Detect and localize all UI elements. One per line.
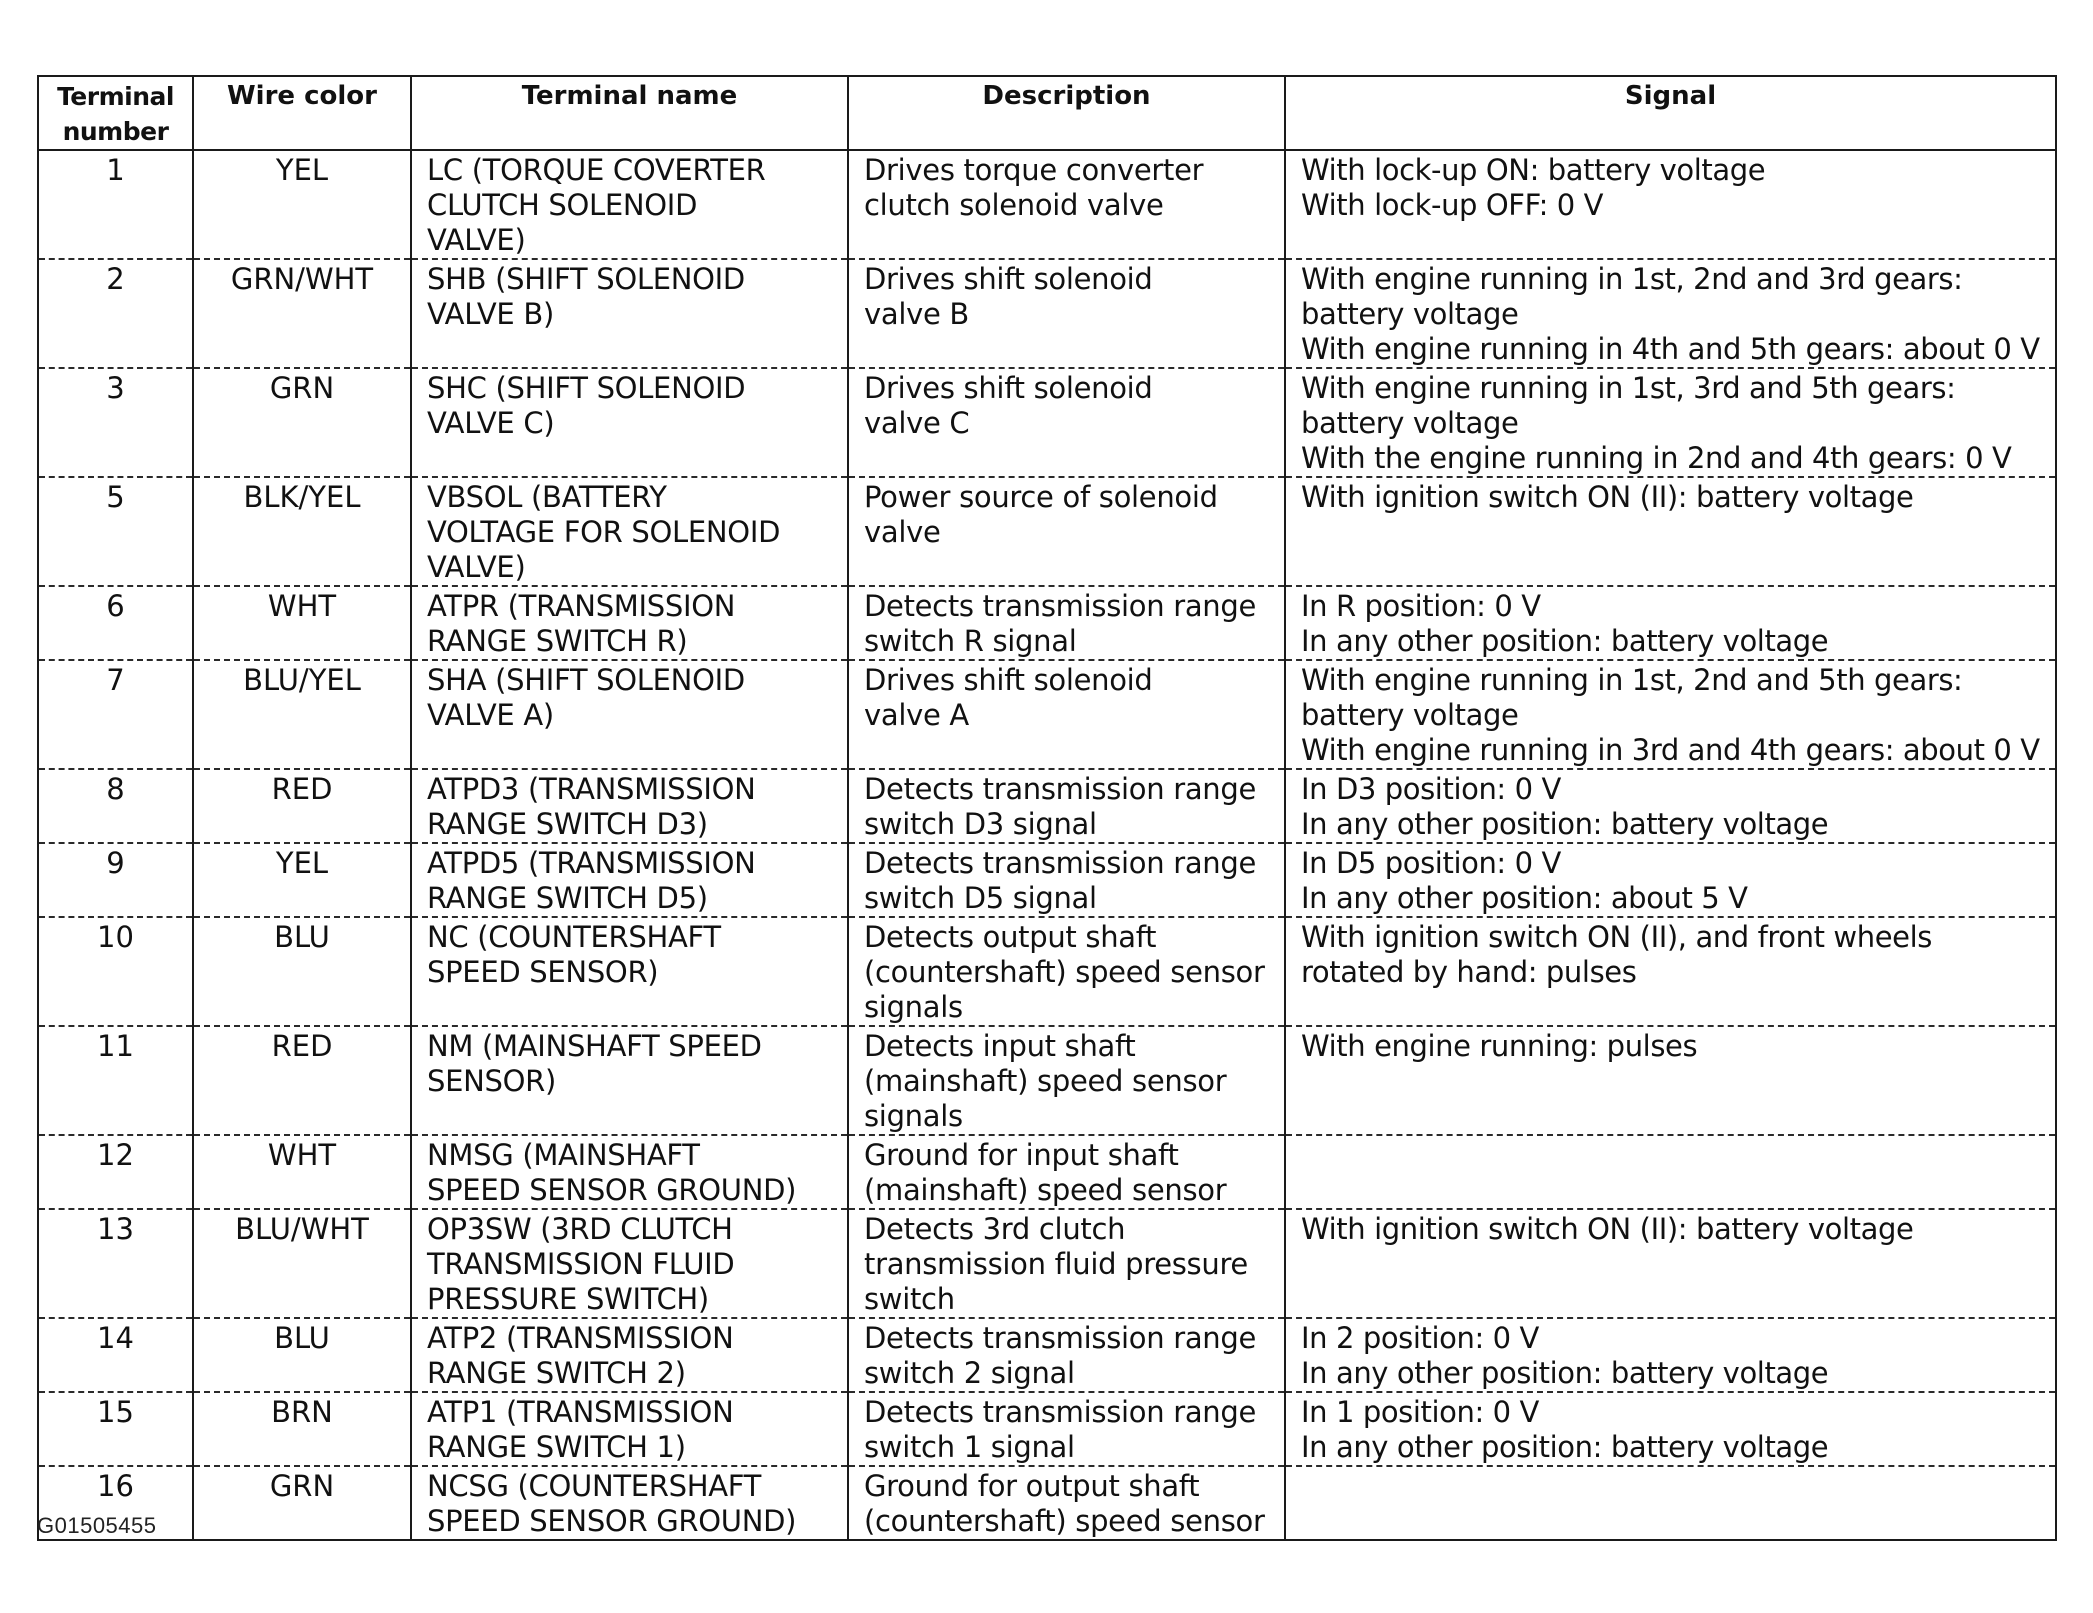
cell-terminal-name-line: RANGE SWITCH D5) bbox=[427, 881, 708, 915]
cell-terminal-name-line: TRANSMISSION FLUID bbox=[427, 1247, 735, 1281]
cell-terminal-name-line: VOLTAGE FOR SOLENOID bbox=[427, 515, 781, 549]
cell-description-line: (mainshaft) speed sensor bbox=[864, 1173, 1227, 1207]
cell-signal bbox=[1285, 368, 2056, 477]
cell-wire-color: BLU/YEL bbox=[193, 660, 411, 769]
cell-description bbox=[848, 1392, 1285, 1466]
cell-terminal-name bbox=[411, 1135, 848, 1209]
header-terminal-number-line: Terminal bbox=[57, 82, 174, 111]
cell-wire-color: YEL bbox=[193, 843, 411, 917]
cell-terminal-name bbox=[411, 1466, 848, 1540]
cell-signal-line: With lock-up ON: battery voltage bbox=[1301, 153, 1766, 187]
table-row bbox=[38, 917, 2056, 1026]
table-row bbox=[38, 843, 2056, 917]
cell-terminal-number: 7 bbox=[38, 660, 193, 769]
cell-description-line: clutch solenoid valve bbox=[864, 188, 1164, 222]
cell-terminal-name bbox=[411, 477, 848, 586]
table-row bbox=[38, 368, 2056, 477]
cell-terminal-name bbox=[411, 660, 848, 769]
cell-description bbox=[848, 259, 1285, 368]
cell-description-line: Detects 3rd clutch bbox=[864, 1212, 1126, 1246]
cell-wire-color: YEL bbox=[193, 150, 411, 259]
cell-terminal-number: 10 bbox=[38, 917, 193, 1026]
cell-terminal-name-line: RANGE SWITCH 2) bbox=[427, 1356, 686, 1390]
cell-signal-line: With engine running: pulses bbox=[1301, 1029, 1698, 1063]
cell-signal-line: In any other position: battery voltage bbox=[1301, 1356, 1829, 1390]
table-row bbox=[38, 150, 2056, 259]
header-terminal-number bbox=[38, 76, 193, 150]
cell-description-line: Detects transmission range bbox=[864, 589, 1257, 623]
cell-wire-color: WHT bbox=[193, 1135, 411, 1209]
cell-signal-line: In 1 position: 0 V bbox=[1301, 1395, 1539, 1429]
table-row bbox=[38, 769, 2056, 843]
cell-signal-line: With engine running in 3rd and 4th gears: about 0 V bbox=[1301, 733, 2040, 767]
cell-terminal-name-line: NCSG (COUNTERSHAFT bbox=[427, 1469, 762, 1503]
cell-description-line: Detects transmission range bbox=[864, 772, 1257, 806]
cell-terminal-name-line: SPEED SENSOR GROUND) bbox=[427, 1173, 797, 1207]
header-wire-color: Wire color bbox=[193, 76, 411, 150]
cell-terminal-name-line: PRESSURE SWITCH) bbox=[427, 1282, 709, 1316]
cell-terminal-name-line: SPEED SENSOR GROUND) bbox=[427, 1504, 797, 1538]
cell-terminal-name-line: LC (TORQUE COVERTER bbox=[427, 153, 766, 187]
cell-signal bbox=[1285, 1209, 2056, 1318]
cell-wire-color: GRN/WHT bbox=[193, 259, 411, 368]
cell-signal bbox=[1285, 660, 2056, 769]
cell-signal bbox=[1285, 586, 2056, 660]
cell-signal-line: With lock-up OFF: 0 V bbox=[1301, 188, 1604, 222]
cell-terminal-number: 13 bbox=[38, 1209, 193, 1318]
cell-wire-color: BLU bbox=[193, 1318, 411, 1392]
cell-description-line: Detects transmission range bbox=[864, 1395, 1257, 1429]
cell-signal-line: With the engine running in 2nd and 4th gears: 0 V bbox=[1301, 441, 2012, 475]
cell-description bbox=[848, 368, 1285, 477]
cell-description-line: Drives shift solenoid bbox=[864, 371, 1153, 405]
cell-terminal-name bbox=[411, 368, 848, 477]
cell-signal bbox=[1285, 1135, 2056, 1209]
cell-signal bbox=[1285, 917, 2056, 1026]
cell-terminal-number: 15 bbox=[38, 1392, 193, 1466]
header-terminal-number-line: number bbox=[62, 117, 169, 146]
cell-terminal-name-line: NMSG (MAINSHAFT bbox=[427, 1138, 700, 1172]
cell-signal-line: battery voltage bbox=[1301, 297, 1519, 331]
cell-description-line: Drives shift solenoid bbox=[864, 663, 1153, 697]
cell-wire-color: BLK/YEL bbox=[193, 477, 411, 586]
cell-signal-line: In any other position: battery voltage bbox=[1301, 624, 1829, 658]
cell-terminal-name-line: NM (MAINSHAFT SPEED bbox=[427, 1029, 762, 1063]
cell-terminal-name bbox=[411, 259, 848, 368]
cell-description-line: switch bbox=[864, 1282, 955, 1316]
cell-terminal-name-line: RANGE SWITCH D3) bbox=[427, 807, 708, 841]
cell-description-line: Detects output shaft bbox=[864, 920, 1157, 954]
table-row bbox=[38, 1318, 2056, 1392]
table-row bbox=[38, 1135, 2056, 1209]
cell-description-line: (countershaft) speed sensor bbox=[864, 1504, 1265, 1538]
cell-description bbox=[848, 1209, 1285, 1318]
cell-terminal-number: 8 bbox=[38, 769, 193, 843]
cell-signal-line: With engine running in 1st, 2nd and 5th gears: bbox=[1301, 663, 1963, 697]
cell-signal-line: In D3 position: 0 V bbox=[1301, 772, 1561, 806]
cell-terminal-name bbox=[411, 586, 848, 660]
cell-description bbox=[848, 769, 1285, 843]
cell-wire-color: RED bbox=[193, 1026, 411, 1135]
cell-description-line: Power source of solenoid bbox=[864, 480, 1218, 514]
cell-description-line: switch 1 signal bbox=[864, 1430, 1075, 1464]
cell-terminal-name-line: SHC (SHIFT SOLENOID bbox=[427, 371, 746, 405]
cell-description-line: switch D3 signal bbox=[864, 807, 1097, 841]
cell-signal-line: With engine running in 1st, 3rd and 5th gears: bbox=[1301, 371, 1956, 405]
cell-signal bbox=[1285, 477, 2056, 586]
cell-description-line: transmission fluid pressure bbox=[864, 1247, 1248, 1281]
cell-terminal-name-line: RANGE SWITCH R) bbox=[427, 624, 688, 658]
cell-terminal-number: 5 bbox=[38, 477, 193, 586]
cell-signal bbox=[1285, 1026, 2056, 1135]
cell-terminal-name-line: VBSOL (BATTERY bbox=[427, 480, 667, 514]
cell-terminal-name bbox=[411, 769, 848, 843]
cell-wire-color: BLU/WHT bbox=[193, 1209, 411, 1318]
cell-description-line: Detects input shaft bbox=[864, 1029, 1136, 1063]
cell-terminal-name-line: SHA (SHIFT SOLENOID bbox=[427, 663, 745, 697]
cell-description bbox=[848, 1026, 1285, 1135]
cell-terminal-name bbox=[411, 1392, 848, 1466]
cell-terminal-name-line: VALVE C) bbox=[427, 406, 555, 440]
cell-terminal-name-line: RANGE SWITCH 1) bbox=[427, 1430, 686, 1464]
cell-terminal-name-line: NC (COUNTERSHAFT bbox=[427, 920, 721, 954]
cell-wire-color: GRN bbox=[193, 368, 411, 477]
cell-description-line: Ground for input shaft bbox=[864, 1138, 1179, 1172]
cell-wire-color: GRN bbox=[193, 1466, 411, 1540]
cell-terminal-number: 2 bbox=[38, 259, 193, 368]
cell-description-line: Detects transmission range bbox=[864, 846, 1257, 880]
cell-terminal-number: 6 bbox=[38, 586, 193, 660]
cell-signal-line: In R position: 0 V bbox=[1301, 589, 1541, 623]
table-row bbox=[38, 1466, 2056, 1540]
cell-description-line: valve A bbox=[864, 698, 969, 732]
cell-terminal-number: 3 bbox=[38, 368, 193, 477]
cell-wire-color: BLU bbox=[193, 917, 411, 1026]
table-row bbox=[38, 477, 2056, 586]
table-row bbox=[38, 586, 2056, 660]
cell-description-line: signals bbox=[864, 1099, 963, 1133]
figure-code: G01505455 bbox=[37, 1513, 157, 1538]
cell-terminal-name bbox=[411, 150, 848, 259]
cell-signal-line: In 2 position: 0 V bbox=[1301, 1321, 1539, 1355]
cell-signal-line: With engine running in 4th and 5th gears: about 0 V bbox=[1301, 332, 2040, 366]
cell-description bbox=[848, 150, 1285, 259]
cell-wire-color: BRN bbox=[193, 1392, 411, 1466]
table-row bbox=[38, 1209, 2056, 1318]
cell-terminal-name-line: ATPD3 (TRANSMISSION bbox=[427, 772, 756, 806]
cell-description-line: Ground for output shaft bbox=[864, 1469, 1200, 1503]
cell-terminal-name-line: SENSOR) bbox=[427, 1064, 557, 1098]
cell-terminal-name-line: OP3SW (3RD CLUTCH bbox=[427, 1212, 733, 1246]
cell-description-line: (mainshaft) speed sensor bbox=[864, 1064, 1227, 1098]
cell-signal-line: With ignition switch ON (II): battery voltage bbox=[1301, 1212, 1914, 1246]
table-body bbox=[38, 150, 2056, 1540]
terminal-table bbox=[37, 75, 2057, 1541]
cell-description bbox=[848, 586, 1285, 660]
header-signal: Signal bbox=[1285, 76, 2056, 150]
cell-terminal-number: 12 bbox=[38, 1135, 193, 1209]
cell-description-line: Detects transmission range bbox=[864, 1321, 1257, 1355]
cell-terminal-number: 14 bbox=[38, 1318, 193, 1392]
cell-signal bbox=[1285, 1318, 2056, 1392]
cell-signal-line: With ignition switch ON (II), and front wheels bbox=[1301, 920, 1932, 954]
cell-description-line: valve C bbox=[864, 406, 970, 440]
cell-signal-line: rotated by hand: pulses bbox=[1301, 955, 1637, 989]
cell-description-line: switch R signal bbox=[864, 624, 1077, 658]
cell-terminal-name bbox=[411, 843, 848, 917]
cell-description bbox=[848, 477, 1285, 586]
cell-description bbox=[848, 1135, 1285, 1209]
header-terminal-name: Terminal name bbox=[411, 76, 848, 150]
cell-signal-line: In any other position: about 5 V bbox=[1301, 881, 1748, 915]
cell-terminal-number: 16 bbox=[38, 1466, 193, 1540]
cell-description-line: Drives torque converter bbox=[864, 153, 1204, 187]
cell-signal-line: In any other position: battery voltage bbox=[1301, 807, 1829, 841]
cell-signal bbox=[1285, 1392, 2056, 1466]
cell-terminal-name bbox=[411, 1318, 848, 1392]
cell-signal-line: In any other position: battery voltage bbox=[1301, 1430, 1829, 1464]
cell-description-line: valve B bbox=[864, 297, 970, 331]
cell-terminal-name-line: VALVE B) bbox=[427, 297, 554, 331]
cell-terminal-number: 1 bbox=[38, 150, 193, 259]
cell-signal-line: With engine running in 1st, 2nd and 3rd gears: bbox=[1301, 262, 1963, 296]
cell-wire-color: RED bbox=[193, 769, 411, 843]
table-row bbox=[38, 1392, 2056, 1466]
cell-terminal-name-line: CLUTCH SOLENOID bbox=[427, 188, 698, 222]
cell-terminal-name bbox=[411, 1026, 848, 1135]
table-row bbox=[38, 1026, 2056, 1135]
cell-description bbox=[848, 660, 1285, 769]
cell-wire-color: WHT bbox=[193, 586, 411, 660]
table-row bbox=[38, 259, 2056, 368]
cell-description bbox=[848, 1466, 1285, 1540]
cell-signal-line: With ignition switch ON (II): battery voltage bbox=[1301, 480, 1914, 514]
cell-terminal-name-line: VALVE A) bbox=[427, 698, 554, 732]
cell-description-line: switch 2 signal bbox=[864, 1356, 1075, 1390]
cell-description-line: Drives shift solenoid bbox=[864, 262, 1153, 296]
cell-terminal-name-line: SHB (SHIFT SOLENOID bbox=[427, 262, 745, 296]
header-description: Description bbox=[848, 76, 1285, 150]
cell-signal-line: battery voltage bbox=[1301, 406, 1519, 440]
cell-terminal-name-line: SPEED SENSOR) bbox=[427, 955, 659, 989]
cell-terminal-name-line: VALVE) bbox=[427, 223, 526, 257]
cell-signal bbox=[1285, 769, 2056, 843]
cell-description-line: (countershaft) speed sensor bbox=[864, 955, 1265, 989]
cell-terminal-name-line: ATP2 (TRANSMISSION bbox=[427, 1321, 734, 1355]
cell-terminal-name-line: ATP1 (TRANSMISSION bbox=[427, 1395, 734, 1429]
cell-description-line: signals bbox=[864, 990, 963, 1024]
header-row bbox=[38, 76, 2056, 150]
cell-description-line: switch D5 signal bbox=[864, 881, 1097, 915]
cell-signal bbox=[1285, 150, 2056, 259]
cell-terminal-name-line: VALVE) bbox=[427, 550, 526, 584]
cell-terminal-number: 11 bbox=[38, 1026, 193, 1135]
cell-description bbox=[848, 917, 1285, 1026]
cell-signal bbox=[1285, 1466, 2056, 1540]
cell-terminal-name bbox=[411, 917, 848, 1026]
cell-terminal-name bbox=[411, 1209, 848, 1318]
cell-terminal-name-line: ATPD5 (TRANSMISSION bbox=[427, 846, 756, 880]
cell-signal bbox=[1285, 259, 2056, 368]
cell-description-line: valve bbox=[864, 515, 941, 549]
cell-terminal-name-line: ATPR (TRANSMISSION bbox=[427, 589, 736, 623]
cell-terminal-number: 9 bbox=[38, 843, 193, 917]
cell-description bbox=[848, 1318, 1285, 1392]
cell-signal bbox=[1285, 843, 2056, 917]
cell-signal-line: battery voltage bbox=[1301, 698, 1519, 732]
cell-description bbox=[848, 843, 1285, 917]
table-row bbox=[38, 660, 2056, 769]
cell-signal-line: In D5 position: 0 V bbox=[1301, 846, 1561, 880]
